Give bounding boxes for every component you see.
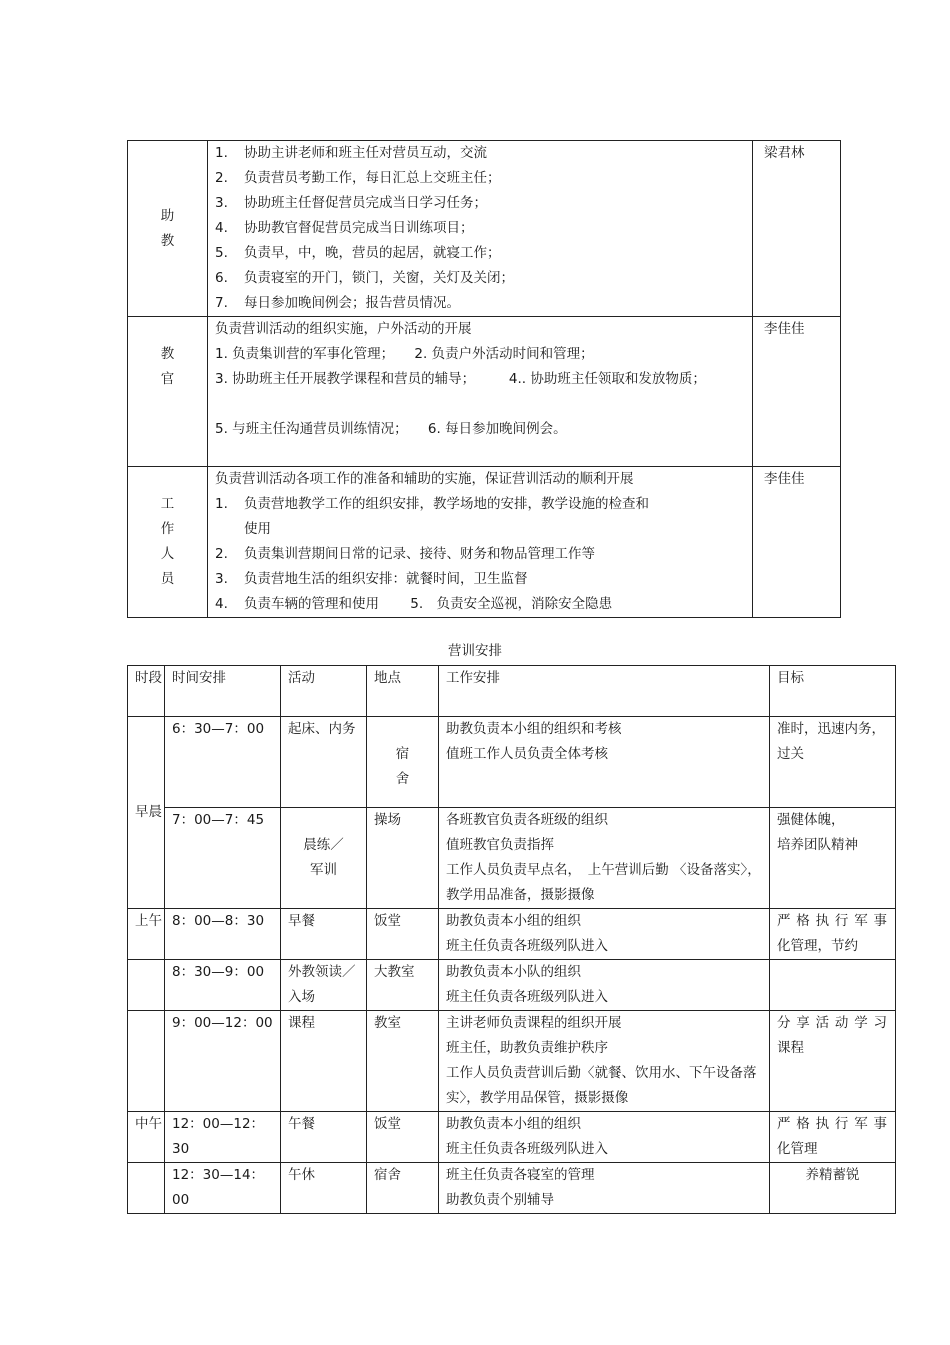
work-line: 班主任负责各寝室的管理 <box>446 1167 595 1183</box>
header-goal: 目标 <box>770 666 896 717</box>
duty-item: 使用 <box>244 521 271 537</box>
work-line: 班主任，助教负责维护秩序 <box>446 1040 608 1056</box>
place-cell: 操场 <box>367 808 439 909</box>
duty-item: 5. 与班主任沟通营员训练情况； 6. 每日参加晚间例会。 <box>215 421 567 437</box>
schedule-table <box>127 665 896 1214</box>
duty-cell <box>208 317 753 467</box>
goal-line: 化管理 <box>777 1141 818 1157</box>
duty-item: 负责营员考勤工作，每日汇总上交班主任； <box>244 170 501 186</box>
goal-line: 严格执行军事 <box>777 913 887 929</box>
item-number: 6. <box>215 270 228 286</box>
item-number: 4. <box>215 220 228 236</box>
activity-cell: 早餐 <box>281 909 367 960</box>
work-cell <box>439 909 770 960</box>
item-number: 1. <box>215 145 228 161</box>
schedule-caption: 营训安排 <box>448 643 502 659</box>
goal-line: 课程 <box>777 1040 804 1056</box>
work-cell <box>439 808 770 909</box>
place-cell: 宿舍 <box>367 1163 439 1214</box>
period-cell: 上午 <box>128 909 165 960</box>
duty-cell <box>208 467 753 618</box>
place-cell: 教室 <box>367 1011 439 1112</box>
work-line: 值班教官负责指挥 <box>446 837 554 853</box>
goal-cell <box>770 1011 896 1112</box>
time-cell: 8：00—8：30 <box>165 909 281 960</box>
goal-line: 培养团队精神 <box>777 837 858 853</box>
duty-item: 负责寝室的开门，锁门，关窗，关灯及关闭； <box>244 270 514 286</box>
role-char: 教 <box>160 346 175 362</box>
duty-cell <box>208 141 753 317</box>
work-line: 值班工作人员负责全体考核 <box>446 746 608 762</box>
role-cell <box>128 141 208 317</box>
period-cell <box>128 1011 165 1112</box>
duty-item: 3. 协助班主任开展教学课程和营员的辅导； 4.. 协助班主任领取和发放物质； <box>215 371 706 387</box>
time-cell: 12：30—14：00 <box>165 1163 281 1214</box>
goal-cell: 养精蓄锐 <box>770 1163 896 1214</box>
person-cell: 李佳佳 <box>753 317 841 467</box>
item-number: 5. <box>215 245 228 261</box>
work-cell <box>439 1163 770 1214</box>
work-line: 助教负责个别辅导 <box>446 1192 554 1208</box>
duty-item: 协助主讲老师和班主任对营员互动，交流 <box>244 145 487 161</box>
work-cell <box>439 717 770 808</box>
duty-item: 协助教官督促营员完成当日训练项目； <box>244 220 474 236</box>
item-number: 3. <box>215 195 228 211</box>
activity-cell: 课程 <box>281 1011 367 1112</box>
table-row <box>128 1163 896 1214</box>
duty-item: 负责早，中，晚，营员的起居，就寝工作； <box>244 245 501 261</box>
duty-item: 协助班主任督促营员完成当日学习任务； <box>244 195 487 211</box>
item-number: 2. <box>215 170 228 186</box>
place-cell: 饭堂 <box>367 909 439 960</box>
item-number: 4. <box>215 596 228 612</box>
item-number: 7. <box>215 295 228 311</box>
work-line: 主讲老师负责课程的组织开展 <box>446 1015 622 1031</box>
table-row <box>128 960 896 1011</box>
goal-cell <box>770 909 896 960</box>
activity-cell: 午休 <box>281 1163 367 1214</box>
work-line: 班主任负责各班级列队进入 <box>446 938 608 954</box>
activity-cell: 外教领读／入场 <box>281 960 367 1011</box>
goal-cell <box>770 808 896 909</box>
staff-row-assistant <box>128 141 841 317</box>
period-cell <box>128 960 165 1011</box>
staff-row-staff <box>128 467 841 618</box>
item-number: 3. <box>215 571 228 587</box>
header-work: 工作安排 <box>439 666 770 717</box>
work-line: 工作人员负责营训后勤〈就餐、饮用水、下午设备落实〉，教学用品保管，摄影摄像 <box>446 1065 757 1106</box>
goal-line: 严格执行军事 <box>777 1116 887 1132</box>
person-cell: 李佳佳 <box>753 467 841 618</box>
period-cell <box>128 1163 165 1214</box>
duty-item: 每日参加晚间例会；报告营员情况。 <box>244 295 460 311</box>
duty-intro: 负责营训活动各项工作的准备和辅助的实施，保证营训活动的顺利开展 <box>215 471 634 487</box>
duty-item: 1. 负责集训营的军事化管理； 2. 负责户外活动时间和管理； <box>215 346 594 362</box>
activity-cell: 午餐 <box>281 1112 367 1163</box>
role-char: 作 <box>160 521 175 537</box>
time-cell: 8：30—9：00 <box>165 960 281 1011</box>
table-row <box>128 808 896 909</box>
table-row <box>128 717 896 808</box>
work-line: 助教负责本小队的组织 <box>446 964 581 980</box>
work-line: 班主任负责各班级列队进入 <box>446 989 608 1005</box>
item-number: 1. <box>215 496 228 512</box>
role-char: 教 <box>160 232 175 249</box>
goal-line: 化管理，节约 <box>777 938 858 954</box>
table-row <box>128 1011 896 1112</box>
role-char: 人 <box>160 546 175 562</box>
work-line: 班主任负责各班级列队进入 <box>446 1141 608 1157</box>
header-time: 时间安排 <box>165 666 281 717</box>
staff-row-instructor <box>128 317 841 467</box>
work-cell <box>439 1011 770 1112</box>
time-cell: 9：00—12：00 <box>165 1011 281 1112</box>
role-char: 助 <box>160 207 175 224</box>
period-cell: 早晨 <box>128 717 165 909</box>
activity-cell: 晨练／军训 <box>281 808 367 909</box>
duty-item: 负责营地教学工作的组织安排，教学场地的安排，教学设施的检查和 <box>244 496 649 512</box>
work-line: 各班教官负责各班级的组织 <box>446 812 608 828</box>
item-number: 2. <box>215 546 228 562</box>
role-char: 官 <box>160 371 175 387</box>
work-cell <box>439 960 770 1011</box>
duty-item <box>215 392 752 417</box>
role-cell <box>128 467 208 618</box>
schedule-header-row <box>128 666 896 717</box>
time-cell: 6：30—7：00 <box>165 717 281 808</box>
place-cell: 大教室 <box>367 960 439 1011</box>
duty-item: 负责集训营期间日常的记录、接待、财务和物品管理工作等 <box>244 546 595 562</box>
work-line: 工作人员负责早点名， 上午营训后勤 〈设备落实〉，教学用品准备，摄影摄像 <box>446 862 761 903</box>
work-cell <box>439 1112 770 1163</box>
role-char: 工 <box>160 496 175 512</box>
goal-line: 分享活动学习 <box>777 1015 887 1031</box>
header-activity: 活动 <box>281 666 367 717</box>
duty-item: 负责营地生活的组织安排：就餐时间，卫生监督 <box>244 571 528 587</box>
goal-cell <box>770 1112 896 1163</box>
header-period: 时段 <box>128 666 165 717</box>
table-row <box>128 909 896 960</box>
time-cell: 12：00—12：30 <box>165 1112 281 1163</box>
work-line: 助教负责本小组的组织 <box>446 913 581 929</box>
header-place: 地点 <box>367 666 439 717</box>
time-cell: 7：00—7：45 <box>165 808 281 909</box>
staff-duties-table <box>127 140 841 618</box>
work-line: 助教负责本小组的组织和考核 <box>446 721 622 737</box>
place-cell: 宿舍 <box>367 717 439 808</box>
duty-intro: 负责营训活动的组织实施，户外活动的开展 <box>215 321 472 337</box>
goal-cell <box>770 960 896 1011</box>
table-row <box>128 1112 896 1163</box>
role-cell <box>128 317 208 467</box>
goal-cell: 准时，迅速内务，过关 <box>770 717 896 808</box>
activity-cell: 起床、内务 <box>281 717 367 808</box>
place-cell: 饭堂 <box>367 1112 439 1163</box>
person-cell: 梁君林 <box>753 141 841 317</box>
role-char: 员 <box>160 571 175 587</box>
work-line: 助教负责本小组的组织 <box>446 1116 581 1132</box>
period-cell: 中午 <box>128 1112 165 1163</box>
duty-item: 负责车辆的管理和使用 5. 负责安全巡视，消除安全隐患 <box>244 596 613 612</box>
goal-line: 强健体魄， <box>777 812 845 828</box>
